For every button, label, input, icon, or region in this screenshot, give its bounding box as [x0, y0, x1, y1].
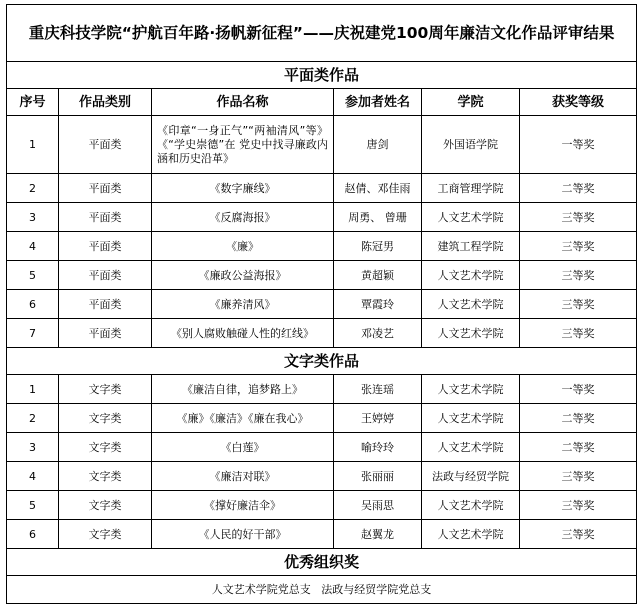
section-title-graphic: 平面类作品 [7, 62, 637, 89]
cell-college: 人文艺术学院 [422, 491, 520, 520]
cell-award: 三等奖 [520, 290, 637, 319]
cell-college: 法政与经贸学院 [422, 462, 520, 491]
cell-award: 三等奖 [520, 261, 637, 290]
cell-category: 文字类 [59, 462, 152, 491]
cell-no: 6 [7, 290, 59, 319]
cell-author: 赵倩、邓佳雨 [334, 174, 422, 203]
column-header-work: 作品名称 [152, 89, 334, 116]
table-row [7, 116, 637, 174]
cell-college: 外国语学院 [422, 116, 520, 174]
award-results-table [6, 4, 637, 604]
cell-no: 4 [7, 462, 59, 491]
cell-no: 1 [7, 116, 59, 174]
cell-award: 三等奖 [520, 462, 637, 491]
section-title-text: 文字类作品 [7, 348, 637, 375]
cell-no: 4 [7, 232, 59, 261]
cell-author: 喻玲玲 [334, 433, 422, 462]
section-header-row [7, 549, 637, 576]
cell-work: 《廉》 [152, 232, 334, 261]
cell-work: 《数字廉线》 [152, 174, 334, 203]
column-header-row [7, 89, 637, 116]
org-award-row [7, 576, 637, 604]
cell-category: 平面类 [59, 290, 152, 319]
column-header-author: 参加者姓名 [334, 89, 422, 116]
cell-author: 王婷婷 [334, 404, 422, 433]
cell-author: 周勇、 曾珊 [334, 203, 422, 232]
cell-college: 人文艺术学院 [422, 290, 520, 319]
cell-work: 《廉》《廉洁》《廉在我心》 [152, 404, 334, 433]
title-row [7, 5, 637, 62]
org-award-winners: 人文艺术学院党总支 法政与经贸学院党总支 [7, 576, 637, 604]
cell-award: 二等奖 [520, 404, 637, 433]
table-row [7, 290, 637, 319]
table-row [7, 174, 637, 203]
cell-no: 3 [7, 203, 59, 232]
cell-award: 二等奖 [520, 174, 637, 203]
cell-award: 一等奖 [520, 116, 637, 174]
cell-work: 《别人腐败触碰人性的红线》 [152, 319, 334, 348]
cell-no: 3 [7, 433, 59, 462]
cell-work: 《廉洁自律，追梦路上》 [152, 375, 334, 404]
cell-college: 工商管理学院 [422, 174, 520, 203]
section-header-row [7, 348, 637, 375]
cell-work: 《白莲》 [152, 433, 334, 462]
document-title: 重庆科技学院“护航百年路·扬帆新征程”——庆祝建党100周年廉洁文化作品评审结果 [7, 5, 637, 62]
cell-award: 三等奖 [520, 319, 637, 348]
cell-college: 人文艺术学院 [422, 375, 520, 404]
cell-author: 张丽丽 [334, 462, 422, 491]
cell-author: 赵翼龙 [334, 520, 422, 549]
table-row [7, 319, 637, 348]
cell-category: 平面类 [59, 319, 152, 348]
table-row [7, 203, 637, 232]
table-row [7, 232, 637, 261]
cell-category: 文字类 [59, 375, 152, 404]
cell-author: 黄超颖 [334, 261, 422, 290]
cell-no: 5 [7, 491, 59, 520]
cell-category: 平面类 [59, 232, 152, 261]
table-row [7, 462, 637, 491]
cell-no: 1 [7, 375, 59, 404]
cell-author: 陈冠男 [334, 232, 422, 261]
cell-award: 三等奖 [520, 491, 637, 520]
table-row [7, 433, 637, 462]
cell-category: 平面类 [59, 174, 152, 203]
cell-award: 二等奖 [520, 433, 637, 462]
cell-work: 《反腐海报》 [152, 203, 334, 232]
cell-college: 建筑工程学院 [422, 232, 520, 261]
column-header-award: 获奖等级 [520, 89, 637, 116]
cell-college: 人文艺术学院 [422, 261, 520, 290]
table-row [7, 404, 637, 433]
table-row [7, 491, 637, 520]
cell-author: 邓凌艺 [334, 319, 422, 348]
cell-author: 吴雨思 [334, 491, 422, 520]
cell-award: 三等奖 [520, 203, 637, 232]
cell-category: 文字类 [59, 404, 152, 433]
cell-author: 张连瑶 [334, 375, 422, 404]
cell-no: 2 [7, 174, 59, 203]
cell-no: 2 [7, 404, 59, 433]
cell-college: 人文艺术学院 [422, 433, 520, 462]
table-row [7, 520, 637, 549]
cell-category: 文字类 [59, 433, 152, 462]
cell-college: 人文艺术学院 [422, 319, 520, 348]
cell-award: 一等奖 [520, 375, 637, 404]
cell-college: 人文艺术学院 [422, 520, 520, 549]
cell-category: 平面类 [59, 203, 152, 232]
cell-award: 三等奖 [520, 520, 637, 549]
cell-college: 人文艺术学院 [422, 203, 520, 232]
column-header-category: 作品类别 [59, 89, 152, 116]
cell-college: 人文艺术学院 [422, 404, 520, 433]
cell-work: 《撑好廉洁伞》 [152, 491, 334, 520]
cell-work: 《廉洁对联》 [152, 462, 334, 491]
cell-category: 平面类 [59, 116, 152, 174]
cell-category: 文字类 [59, 520, 152, 549]
cell-category: 平面类 [59, 261, 152, 290]
cell-work: 《廉养清风》 [152, 290, 334, 319]
table-row [7, 261, 637, 290]
cell-award: 三等奖 [520, 232, 637, 261]
section-header-row [7, 62, 637, 89]
section-title-org-award: 优秀组织奖 [7, 549, 637, 576]
cell-work: 《印章“一身正气”“两袖清风”等》《“学史崇德”在 党史中找寻廉政内涵和历史沿革》 [152, 116, 334, 174]
cell-no: 6 [7, 520, 59, 549]
cell-work: 《人民的好干部》 [152, 520, 334, 549]
column-header-no: 序号 [7, 89, 59, 116]
cell-work: 《廉政公益海报》 [152, 261, 334, 290]
table-row [7, 375, 637, 404]
cell-no: 7 [7, 319, 59, 348]
column-header-college: 学院 [422, 89, 520, 116]
cell-no: 5 [7, 261, 59, 290]
cell-author: 唐剑 [334, 116, 422, 174]
cell-author: 覃霞玲 [334, 290, 422, 319]
cell-category: 文字类 [59, 491, 152, 520]
